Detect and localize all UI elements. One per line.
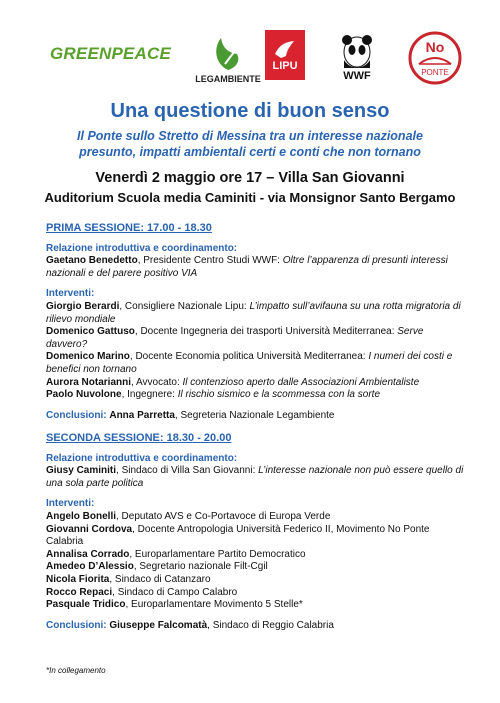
talk-title: L’interesse nazionale non può essere quello di una sola parte politica bbox=[46, 465, 464, 489]
speaker-name: Giovanni Cordova bbox=[46, 523, 133, 535]
speaker-item bbox=[46, 574, 464, 587]
speaker-role: , Segretario nazionale Filt-Cgil bbox=[133, 561, 268, 573]
session-1-intro-label: Relazione introduttiva e coordinamento: bbox=[46, 242, 238, 254]
speaker-role: , Europarlamentare Movimento 5 Stelle* bbox=[125, 599, 303, 611]
session-1 bbox=[46, 222, 464, 422]
legambiente-label: LEGAMBIENTE bbox=[195, 74, 261, 84]
speaker-name: Pasquale Tridico bbox=[46, 599, 126, 611]
no-ponte-label: PONTE bbox=[421, 68, 449, 77]
session-2-speakers-label: Interventi: bbox=[46, 498, 95, 510]
speaker-role: , Avvocato: bbox=[131, 376, 183, 388]
speaker-item bbox=[46, 561, 464, 574]
talk-title: Oltre l’apparenza di presunti interessi nazionali e del parere positivo VIA bbox=[46, 255, 448, 279]
session-1-intro bbox=[46, 255, 464, 280]
session-2-intro-label: Relazione introduttiva e coordinamento: bbox=[46, 452, 238, 464]
speaker-name: Domenico Marino bbox=[46, 351, 130, 363]
legambiente-logo bbox=[188, 30, 268, 88]
speaker-name: Giusy Caminiti bbox=[46, 465, 117, 477]
speaker-name: Giuseppe Falcomatà bbox=[109, 619, 208, 631]
speaker-name: Rocco Repaci bbox=[46, 586, 113, 598]
speaker-item bbox=[46, 301, 464, 326]
no-ponte-emblem bbox=[407, 30, 463, 86]
lipu-logo bbox=[265, 30, 305, 80]
speaker-role: , Sindaco di Reggio Calabria bbox=[207, 619, 334, 631]
no-ponte-logo bbox=[407, 30, 463, 86]
talk-title: Il contenzioso aperto dalle Associazioni Ambientaliste bbox=[182, 376, 420, 388]
session-2-conclusion bbox=[46, 620, 464, 633]
session-1-conclusion bbox=[46, 410, 464, 423]
speaker-item bbox=[46, 511, 464, 524]
speaker-role: , Segreteria Nazionale Legambiente bbox=[174, 409, 335, 421]
talk-title: I numeri dei costi e benefici non tornano bbox=[46, 351, 453, 375]
speaker-role: , Consigliere Nazionale Lipu: bbox=[119, 300, 250, 312]
speaker-role: , Ingegnere: bbox=[121, 389, 178, 401]
speaker-name: Angelo Bonelli bbox=[46, 510, 116, 522]
speaker-name: Paolo Nuvolone bbox=[46, 389, 122, 401]
page-subtitle bbox=[40, 128, 460, 160]
talk-title: Serve davvero? bbox=[46, 326, 424, 350]
subtitle-line-1: Il Ponte sullo Stretto di Messina tra un interesse nazionale bbox=[77, 129, 423, 143]
speaker-role: , Docente Ingegneria dei trasporti Università Mediterranea: bbox=[134, 326, 398, 338]
session-2 bbox=[46, 432, 464, 632]
lipu-label: LIPU bbox=[272, 60, 298, 72]
speaker-name: Amedeo D’Alessio bbox=[46, 561, 134, 573]
subtitle-line-2: presunto, impatti ambientali certi e conti che non tornano bbox=[79, 145, 421, 159]
speaker-role: , Presidente Centro Studi WWF: bbox=[137, 255, 283, 267]
speaker-role: , Docente Antropologia Università Federico II, Movimento No Ponte Calabria bbox=[46, 523, 430, 548]
wwf-logo bbox=[338, 30, 376, 86]
wwf-label: WWF bbox=[343, 70, 371, 82]
speaker-role: , Sindaco di Villa San Giovanni: bbox=[116, 465, 259, 477]
bird-icon bbox=[272, 38, 298, 60]
speaker-role: , Docente Economia politica Università Mediterranea: bbox=[129, 351, 369, 363]
legambiente-leaf-icon bbox=[211, 34, 245, 72]
logos-bar bbox=[50, 30, 470, 90]
speaker-item bbox=[46, 549, 464, 562]
conclusion-label: Conclusioni: bbox=[46, 409, 107, 421]
speaker-item bbox=[46, 599, 464, 612]
panda-icon bbox=[340, 34, 374, 70]
speaker-name: Annalisa Corrado bbox=[46, 548, 130, 560]
session-1-speakers-label: Interventi: bbox=[46, 288, 95, 300]
speaker-item bbox=[46, 351, 464, 376]
speaker-role: , Sindaco di Catanzaro bbox=[109, 573, 211, 585]
talk-title: L’impatto sull’avifauna su una rotta migratoria di rilievo mondiale bbox=[46, 300, 461, 325]
conclusion-label: Conclusioni: bbox=[46, 619, 107, 631]
speaker-name: Aurora Notarianni bbox=[46, 376, 132, 388]
speaker-name: Anna Parretta bbox=[109, 409, 175, 421]
greenpeace-logo: GREENPEACE bbox=[50, 44, 172, 63]
no-ponte-no-text: No bbox=[425, 39, 445, 55]
footnote: *In collegamento bbox=[46, 666, 106, 675]
session-2-intro bbox=[46, 465, 464, 490]
speaker-role: , Deputato AVS e Co-Portavoce di Europa Verde bbox=[116, 510, 331, 522]
speaker-item bbox=[46, 524, 464, 549]
session-2-title: SECONDA SESSIONE: 18.30 - 20.00 bbox=[46, 432, 232, 444]
speaker-item bbox=[46, 377, 464, 390]
page-title: Una questione di buon senso bbox=[110, 100, 390, 122]
event-date: Venerdì 2 maggio ore 17 – Villa San Giovanni bbox=[95, 170, 405, 186]
speaker-name: Nicola Fiorita bbox=[46, 573, 110, 585]
speaker-role: , Sindaco di Campo Calabro bbox=[112, 586, 238, 598]
speaker-item bbox=[46, 389, 464, 402]
talk-title: Il rischio sismico e la scommessa con la sorte bbox=[177, 389, 381, 401]
speaker-name: Giorgio Berardi bbox=[46, 300, 120, 312]
speaker-role: , Europarlamentare Partito Democratico bbox=[129, 548, 306, 560]
session-1-title: PRIMA SESSIONE: 17.00 - 18.30 bbox=[46, 222, 212, 234]
event-venue: Auditorium Scuola media Caminiti - via Monsignor Santo Bergamo bbox=[44, 190, 456, 205]
speaker-name: Domenico Gattuso bbox=[46, 326, 135, 338]
speaker-item bbox=[46, 587, 464, 600]
speaker-name: Gaetano Benedetto bbox=[46, 255, 138, 267]
speaker-item bbox=[46, 326, 464, 351]
